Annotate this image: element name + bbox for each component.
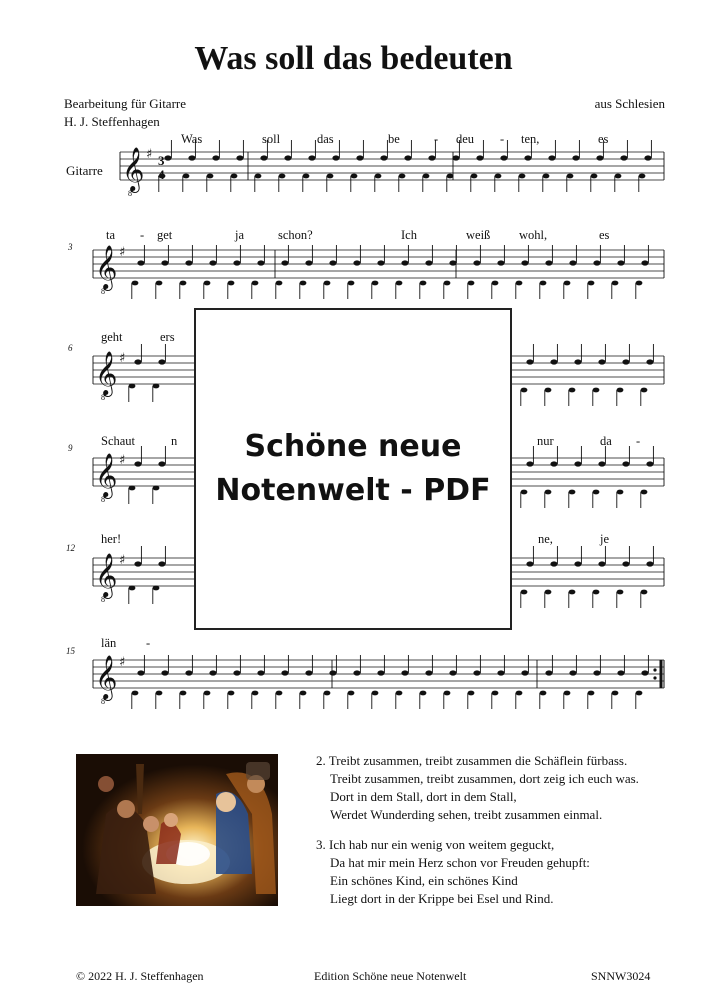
note-head bbox=[327, 174, 334, 179]
lyric-word: Ich bbox=[401, 228, 417, 242]
note-head bbox=[468, 691, 475, 696]
note-head bbox=[449, 670, 456, 675]
note-head bbox=[497, 260, 504, 265]
note-head bbox=[620, 155, 627, 160]
note-head bbox=[492, 691, 499, 696]
time-signature: 4 bbox=[158, 167, 165, 182]
note-head bbox=[545, 490, 552, 495]
note-head bbox=[540, 281, 547, 286]
lyric-word: da bbox=[600, 434, 612, 448]
sharp-icon: ♯ bbox=[119, 553, 126, 568]
note-head bbox=[500, 155, 507, 160]
note-head bbox=[545, 590, 552, 595]
note-head bbox=[255, 174, 262, 179]
note-head bbox=[401, 260, 408, 265]
note-head bbox=[641, 590, 648, 595]
watermark-line-2: Notenwelt - PDF bbox=[215, 473, 491, 508]
note-head bbox=[404, 155, 411, 160]
note-head bbox=[636, 281, 643, 286]
note-head bbox=[156, 281, 163, 286]
note-head bbox=[550, 461, 557, 466]
note-head bbox=[372, 691, 379, 696]
note-head bbox=[428, 155, 435, 160]
note-head bbox=[156, 691, 163, 696]
note-head bbox=[134, 561, 141, 566]
note-head bbox=[444, 281, 451, 286]
note-head bbox=[158, 359, 165, 364]
note-head bbox=[617, 260, 624, 265]
note-head bbox=[569, 670, 576, 675]
lyric-word: Was bbox=[181, 132, 203, 146]
sharp-icon: ♯ bbox=[119, 351, 126, 366]
note-head bbox=[257, 260, 264, 265]
lyric-word: - bbox=[434, 132, 439, 146]
treble-clef-icon: 𝄞 bbox=[122, 147, 145, 191]
octave-mark: 8 bbox=[101, 697, 105, 706]
note-head bbox=[473, 670, 480, 675]
note-head bbox=[209, 260, 216, 265]
lyric-word: - bbox=[140, 228, 145, 242]
time-signature: 3 bbox=[158, 153, 165, 168]
note-head bbox=[332, 155, 339, 160]
note-head bbox=[260, 155, 267, 160]
measure-number: 3 bbox=[68, 242, 73, 252]
note-head bbox=[401, 670, 408, 675]
note-head bbox=[574, 461, 581, 466]
note-head bbox=[185, 670, 192, 675]
measure-number: 6 bbox=[68, 343, 73, 353]
lyric-word: wohl, bbox=[519, 228, 548, 242]
lyric-word: weiß bbox=[466, 228, 491, 242]
measure-number: 9 bbox=[68, 443, 73, 453]
lyric-word: nur bbox=[537, 434, 554, 448]
note-head bbox=[622, 461, 629, 466]
note-head bbox=[598, 461, 605, 466]
verse-number: 2. bbox=[316, 753, 326, 768]
note-head bbox=[524, 155, 531, 160]
treble-clef-icon: 𝄞 bbox=[95, 553, 118, 597]
note-head bbox=[617, 388, 624, 393]
note-head bbox=[521, 490, 528, 495]
note-head bbox=[158, 561, 165, 566]
note-head bbox=[305, 670, 312, 675]
lyric-word: soll bbox=[262, 132, 281, 146]
note-head bbox=[185, 260, 192, 265]
note-head bbox=[567, 174, 574, 179]
lyric-word: - bbox=[500, 132, 505, 146]
lyric-word: ers bbox=[160, 330, 175, 344]
note-head bbox=[377, 260, 384, 265]
note-head bbox=[353, 670, 360, 675]
note-head bbox=[132, 281, 139, 286]
note-head bbox=[543, 174, 550, 179]
octave-mark: 8 bbox=[101, 287, 105, 296]
note-head bbox=[545, 670, 552, 675]
note-head bbox=[356, 155, 363, 160]
note-head bbox=[526, 461, 533, 466]
octave-mark: 8 bbox=[101, 595, 105, 604]
note-head bbox=[646, 359, 653, 364]
note-head bbox=[545, 260, 552, 265]
note-head bbox=[308, 155, 315, 160]
verse-line: Werdet Wunderding sehen, treibt zusammen einmal. bbox=[330, 807, 603, 822]
note-head bbox=[550, 561, 557, 566]
note-head bbox=[521, 590, 528, 595]
note-head bbox=[329, 670, 336, 675]
arrangement-note: Bearbeitung für Gitarre bbox=[64, 96, 187, 111]
note-head bbox=[545, 388, 552, 393]
verse-line: Da hat mir mein Herz schon vor Freuden gehupft: bbox=[330, 855, 590, 870]
note-head bbox=[425, 260, 432, 265]
note-head bbox=[473, 260, 480, 265]
note-head bbox=[161, 670, 168, 675]
note-head bbox=[646, 461, 653, 466]
note-head bbox=[329, 260, 336, 265]
note-head bbox=[516, 281, 523, 286]
note-head bbox=[377, 670, 384, 675]
note-head bbox=[276, 281, 283, 286]
note-head bbox=[281, 260, 288, 265]
footer-edition: Edition Schöne neue Notenwelt bbox=[314, 969, 467, 983]
note-head bbox=[134, 461, 141, 466]
note-head bbox=[639, 174, 646, 179]
note-head bbox=[231, 174, 238, 179]
octave-mark: 8 bbox=[101, 495, 105, 504]
repeat-dot bbox=[653, 668, 656, 671]
note-head bbox=[420, 691, 427, 696]
note-head bbox=[521, 260, 528, 265]
measure-number: 15 bbox=[66, 646, 75, 656]
lyric-word: - bbox=[636, 434, 641, 448]
note-head bbox=[137, 260, 144, 265]
instrument-label: Gitarre bbox=[66, 163, 103, 178]
note-head bbox=[521, 388, 528, 393]
lyric-word: - bbox=[146, 636, 151, 650]
lyric-word: ja bbox=[235, 228, 245, 242]
note-head bbox=[641, 670, 648, 675]
note-head bbox=[447, 174, 454, 179]
lyric-word: deu bbox=[456, 132, 475, 146]
note-head bbox=[617, 490, 624, 495]
note-head bbox=[569, 590, 576, 595]
note-head bbox=[564, 691, 571, 696]
verse-2 bbox=[316, 752, 639, 824]
note-head bbox=[425, 670, 432, 675]
treble-clef-icon: 𝄞 bbox=[95, 453, 118, 497]
note-head bbox=[375, 174, 382, 179]
note-head bbox=[209, 670, 216, 675]
note-head bbox=[134, 359, 141, 364]
note-head bbox=[180, 691, 187, 696]
verse-line: Ein schönes Kind, ein schönes Kind bbox=[330, 873, 518, 888]
note-head bbox=[644, 155, 651, 160]
treble-clef-icon: 𝄞 bbox=[95, 655, 118, 699]
octave-mark: 8 bbox=[101, 393, 105, 402]
verse-line: Dort in dem Stall, dort in dem Stall, bbox=[330, 789, 517, 804]
note-head bbox=[569, 260, 576, 265]
sharp-icon: ♯ bbox=[119, 453, 126, 468]
note-head bbox=[588, 281, 595, 286]
verse-line: Ich hab nur ein wenig von weitem geguckt, bbox=[329, 837, 555, 852]
footer-code: SNNW3024 bbox=[591, 969, 651, 983]
note-head bbox=[279, 174, 286, 179]
lyric-word: schon? bbox=[278, 228, 313, 242]
note-head bbox=[423, 174, 430, 179]
note-head bbox=[257, 670, 264, 675]
note-head bbox=[183, 174, 190, 179]
note-head bbox=[476, 155, 483, 160]
lyric-word: das bbox=[317, 132, 334, 146]
note-head bbox=[615, 174, 622, 179]
note-head bbox=[492, 281, 499, 286]
octave-mark: 8 bbox=[128, 189, 132, 198]
note-head bbox=[233, 670, 240, 675]
treble-clef-icon: 𝄞 bbox=[95, 351, 118, 395]
watermark-line-1: Schöne neue bbox=[244, 429, 462, 464]
note-head bbox=[281, 670, 288, 675]
note-head bbox=[380, 155, 387, 160]
note-head bbox=[153, 586, 160, 591]
sharp-icon: ♯ bbox=[119, 655, 126, 670]
nativity-image bbox=[76, 754, 278, 906]
note-head bbox=[351, 174, 358, 179]
note-head bbox=[132, 691, 139, 696]
note-head bbox=[598, 359, 605, 364]
sharp-icon: ♯ bbox=[119, 245, 126, 260]
note-head bbox=[612, 281, 619, 286]
lyric-word: be bbox=[388, 132, 400, 146]
note-head bbox=[228, 281, 235, 286]
note-head bbox=[468, 281, 475, 286]
page-title: Was soll das bedeuten bbox=[194, 40, 513, 77]
note-head bbox=[641, 388, 648, 393]
note-head bbox=[636, 691, 643, 696]
note-head bbox=[305, 260, 312, 265]
note-head bbox=[153, 486, 160, 491]
verse-3 bbox=[316, 836, 590, 908]
note-head bbox=[276, 691, 283, 696]
lyric-word: ta bbox=[106, 228, 116, 242]
note-head bbox=[548, 155, 555, 160]
note-head bbox=[540, 691, 547, 696]
treble-clef-icon: 𝄞 bbox=[95, 245, 118, 289]
lyric-word: get bbox=[157, 228, 173, 242]
note-head bbox=[564, 281, 571, 286]
lyric-word: ten, bbox=[521, 132, 540, 146]
note-head bbox=[252, 691, 259, 696]
note-head bbox=[396, 691, 403, 696]
repeat-dot bbox=[653, 676, 656, 679]
measure-number: 12 bbox=[66, 543, 75, 553]
note-head bbox=[617, 590, 624, 595]
note-head bbox=[471, 174, 478, 179]
note-head bbox=[353, 260, 360, 265]
note-head bbox=[574, 359, 581, 364]
note-head bbox=[188, 155, 195, 160]
note-head bbox=[158, 461, 165, 466]
note-head bbox=[641, 260, 648, 265]
note-head bbox=[180, 281, 187, 286]
note-head bbox=[569, 490, 576, 495]
lyric-word: Schaut bbox=[101, 434, 136, 448]
note-head bbox=[612, 691, 619, 696]
note-head bbox=[228, 691, 235, 696]
verse-line: Liegt dort in der Krippe bei Esel und Rind. bbox=[330, 891, 554, 906]
note-head bbox=[593, 670, 600, 675]
note-head bbox=[495, 174, 502, 179]
lyric-word: geht bbox=[101, 330, 123, 344]
note-head bbox=[572, 155, 579, 160]
verse-line: Treibt zusammen, treibt zusammen, dort zeig ich euch was. bbox=[330, 771, 639, 786]
note-head bbox=[252, 281, 259, 286]
lyric-word: es bbox=[599, 228, 610, 242]
note-head bbox=[593, 590, 600, 595]
note-head bbox=[591, 174, 598, 179]
note-head bbox=[348, 691, 355, 696]
note-head bbox=[444, 691, 451, 696]
note-head bbox=[324, 691, 331, 696]
note-head bbox=[300, 281, 307, 286]
note-head bbox=[129, 384, 136, 389]
note-head bbox=[588, 691, 595, 696]
footer-copyright: © 2022 H. J. Steffenhagen bbox=[76, 969, 204, 983]
watermark-box bbox=[194, 308, 512, 630]
note-head bbox=[526, 359, 533, 364]
note-head bbox=[212, 155, 219, 160]
note-head bbox=[519, 174, 526, 179]
note-head bbox=[622, 359, 629, 364]
lyric-word: her! bbox=[101, 532, 122, 546]
note-head bbox=[516, 691, 523, 696]
note-head bbox=[449, 260, 456, 265]
lyric-word: n bbox=[171, 434, 178, 448]
note-head bbox=[204, 691, 211, 696]
lyric-word: län bbox=[101, 636, 117, 650]
note-head bbox=[303, 174, 310, 179]
lyric-word: es bbox=[598, 132, 609, 146]
note-head bbox=[161, 260, 168, 265]
lyric-word: je bbox=[600, 532, 610, 546]
note-head bbox=[646, 561, 653, 566]
note-head bbox=[284, 155, 291, 160]
note-head bbox=[348, 281, 355, 286]
note-head bbox=[129, 486, 136, 491]
note-head bbox=[521, 670, 528, 675]
lyric-word: ne, bbox=[538, 532, 553, 546]
note-head bbox=[396, 281, 403, 286]
note-head bbox=[164, 155, 171, 160]
note-head bbox=[207, 174, 214, 179]
note-head bbox=[598, 561, 605, 566]
note-head bbox=[497, 670, 504, 675]
note-head bbox=[593, 490, 600, 495]
note-head bbox=[137, 670, 144, 675]
note-head bbox=[233, 260, 240, 265]
note-head bbox=[596, 155, 603, 160]
sharp-icon: ♯ bbox=[146, 147, 153, 162]
note-head bbox=[399, 174, 406, 179]
origin-note: aus Schlesien bbox=[594, 96, 665, 111]
note-head bbox=[420, 281, 427, 286]
note-head bbox=[153, 384, 160, 389]
note-head bbox=[236, 155, 243, 160]
note-head bbox=[593, 388, 600, 393]
note-head bbox=[372, 281, 379, 286]
note-head bbox=[622, 561, 629, 566]
note-head bbox=[204, 281, 211, 286]
note-head bbox=[641, 490, 648, 495]
note-head bbox=[593, 260, 600, 265]
note-head bbox=[300, 691, 307, 696]
note-head bbox=[617, 670, 624, 675]
note-head bbox=[550, 359, 557, 364]
note-head bbox=[324, 281, 331, 286]
note-head bbox=[452, 155, 459, 160]
verse-line: Treibt zusammen, treibt zusammen die Schäflein fürbass. bbox=[328, 753, 628, 768]
note-head bbox=[129, 586, 136, 591]
arranger-name: H. J. Steffenhagen bbox=[64, 114, 160, 129]
note-head bbox=[569, 388, 576, 393]
note-head bbox=[574, 561, 581, 566]
verse-number: 3. bbox=[316, 837, 326, 852]
note-head bbox=[526, 561, 533, 566]
